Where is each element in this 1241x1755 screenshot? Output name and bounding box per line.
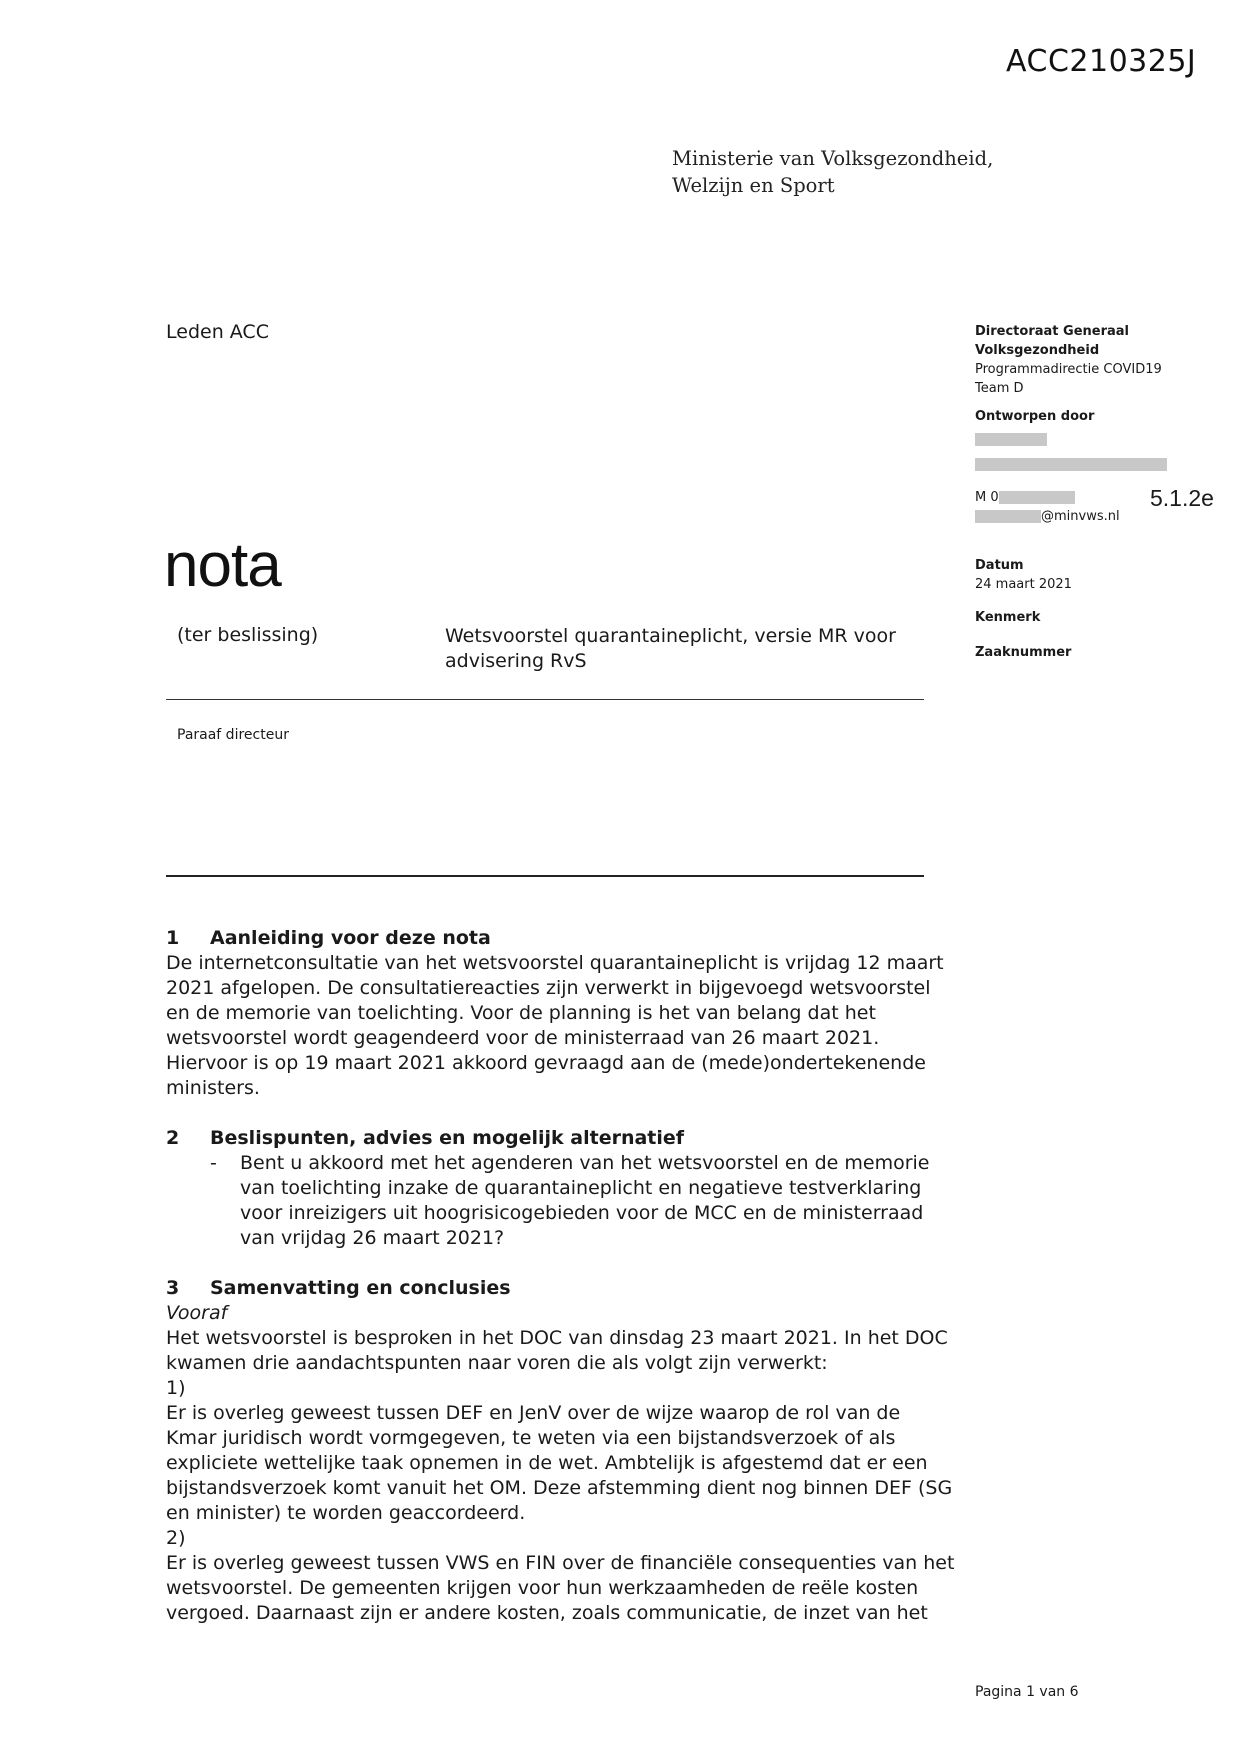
section-2-heading: 2 Beslispunten, advies en mogelijk alternatief <box>166 1127 685 1149</box>
sidebar-org-line-1: Directoraat Generaal <box>975 324 1129 339</box>
case-number-label: Zaaknummer <box>975 645 1072 660</box>
redacted-department <box>975 458 1167 471</box>
date-value: 24 maart 2021 <box>975 577 1072 592</box>
recipient: Leden ACC <box>166 321 269 343</box>
date-label: Datum <box>975 558 1024 573</box>
bullet-dash: - <box>210 1152 217 1174</box>
ministry-logo-text <box>672 145 993 199</box>
section-2-bullet <box>210 1151 956 1251</box>
document-id: ACC210325J <box>1006 44 1197 79</box>
document-body <box>166 926 956 1626</box>
phone-prefix: M 0 <box>975 490 999 505</box>
section-3-intro: Het wetsvoorstel is besproken in het DOC van dinsdag 23 maart 2021. In het DOC kwamen drie aandachtspunten naar voren die als volgt zijn verwerkt: <box>166 1327 948 1374</box>
reference-label: Kenmerk <box>975 610 1041 625</box>
page-number: Pagina 1 van 6 <box>975 1684 1079 1700</box>
document-type-title: nota <box>164 531 281 600</box>
bullet-text: Bent u akkoord met het agenderen van het wetsvoorstel en de memorie van toelichting inzake de quarantaineplicht en negatieve testverklaring voor inreizigers uit hoogrisicogebieden voor de MCC en de ministerraad van vrijdag 26 maart 2021? <box>240 1152 930 1249</box>
section-1-text: De internetconsultatie van het wetsvoorstel quarantaineplicht is vrijdag 12 maart 2021 afgelopen. De consultatiereacties zijn verwerkt in bijgevoegd wetsvoorstel en de memorie van toelichting. Voor de planning is het van belang dat het wetsvoorstel wordt geagendeerd voor de ministerraad van 26 maart 2021. Hiervoor is op 19 maart 2021 akkoord gevraagd aan de (mede)ondertekenende ministers. <box>166 952 944 1099</box>
section-1-heading: 1 Aanleiding voor deze nota <box>166 927 491 949</box>
divider-bottom <box>166 875 924 877</box>
ministry-line-1: Ministerie van Volksgezondheid, <box>672 147 994 170</box>
sidebar-org-line-3: Programmadirectie COVID19 <box>975 362 1162 377</box>
section-3-subtitle: Vooraf <box>166 1302 228 1324</box>
ministry-line-2: Welzijn en Sport <box>672 174 835 197</box>
point-1-label: 1) <box>166 1377 186 1399</box>
point-1-text: Er is overleg geweest tussen DEF en JenV over de wijze waarop de rol van de Kmar juridisch wordt vormgegeven, te weten via een bijstandsverzoek of als expliciete wettelijke taak opnemen in de wet. Ambtelijk is afgestemd dat er een bijstandsverzoek komt vanuit het OM. Deze afstemming dient nog binnen DEF (SG en minister) te worden geaccordeerd. <box>166 1402 953 1524</box>
point-2-label: 2) <box>166 1527 186 1549</box>
point-2-text: Er is overleg geweest tussen VWS en FIN over de financiële consequenties van het wetsvoorstel. De gemeenten krijgen voor hun werkzaamheden de reële kosten vergoed. Daarnaast zijn er andere kosten, zoals communicatie, de inzet van het <box>166 1552 955 1624</box>
document-subject: Wetsvoorstel quarantaineplicht, versie MR voor advisering RvS <box>445 625 896 672</box>
redacted-email <box>975 510 1041 523</box>
divider-top <box>166 699 924 700</box>
designed-by-label: Ontworpen door <box>975 409 1095 424</box>
sidebar-org-line-4: Team D <box>975 381 1024 396</box>
redaction-code: 5.1.2e <box>1150 485 1214 511</box>
redacted-name <box>975 433 1047 446</box>
sidebar-org-line-2: Volksgezondheid <box>975 343 1100 358</box>
document-purpose: (ter beslissing) <box>177 624 319 646</box>
section-3-heading: 3 Samenvatting en conclusies <box>166 1277 511 1299</box>
paraaf-label: Paraaf directeur <box>177 727 289 743</box>
redacted-phone <box>999 491 1075 504</box>
email-suffix: @minvws.nl <box>1041 509 1120 524</box>
